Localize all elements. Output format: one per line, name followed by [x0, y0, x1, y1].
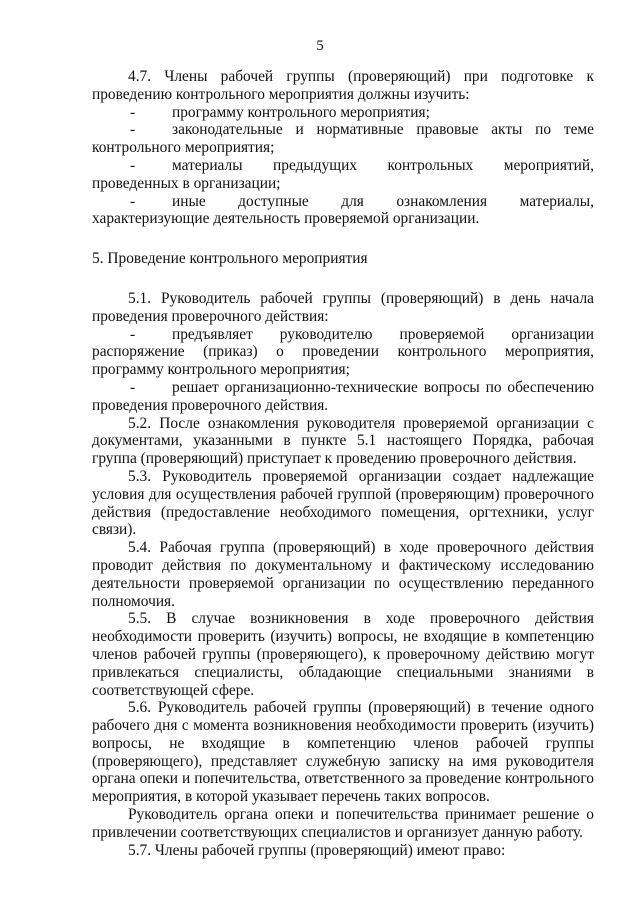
paragraph-5-6: 5.6. Руководитель рабочей группы (проверяющий) в течение одного рабочего дня с момента возникновения необходимости проверить (изучить) вопросы, не входящие в компетенцию членов рабочей группы (проверяющего), представляет служебную записку на имя руководителя органа опеки и попечительства, ответственного за проведение контрольного мероприятия, в которой указывает перечень таких вопросов.	[92, 699, 594, 806]
paragraph-5-4: 5.4. Рабочая группа (проверяющий) в ходе проверочного действия проводит действия по документальному и фактическому исследованию деятельности проверяемой организации по осуществлению переданного полномочия.	[92, 539, 594, 610]
paragraph-5-6-continued: Руководитель органа опеки и попечительства принимает решение о привлечении соответствующих специалистов и организует данную работу.	[92, 806, 594, 841]
paragraph-5-2: 5.2. После ознакомления руководителя проверяемой организации с документами, указанными в пункте 5.1 настоящего Порядка, рабочая группа (проверяющий) приступает к проведению проверочного действия.	[92, 414, 594, 468]
paragraph-5-7: 5.7. Члены рабочей группы (проверяющий) имеют право:	[128, 841, 506, 859]
list-dash: -	[130, 378, 136, 396]
list-item-text: предъявляет руководителю проверяемой организации распоряжение (приказ) о проведении контрольного мероприятия, программу контрольного мероприятия;	[92, 325, 594, 379]
list-item	[92, 121, 594, 157]
list-item-text: решает организационно-технические вопросы по обеспечению проведения проверочного действия.	[92, 378, 594, 414]
paragraph-5-3: 5.3. Руководитель проверяемой организации создает надлежащие условия для осуществления рабочей группой (проверяющим) проверочного действия (предоставление необходимого помещения, оргтехники, услуг связи).	[92, 467, 594, 539]
list-item-text: законодательные и нормативные правовые акты по теме контрольного мероприятия;	[92, 121, 594, 157]
paragraph-5-5: 5.5. В случае возникновения в ходе проверочного действия необходимости проверить (изучить) вопросы, не входящие в компетенцию членов рабочей группы (проверяющего), к проверочному действию могут привлекаться специалисты, обладающие специальными знаниями в соответствующей сфере.	[92, 610, 594, 699]
list-dash: -	[130, 121, 136, 139]
document-body	[92, 68, 594, 859]
list-dash: -	[130, 325, 136, 343]
list-dash: -	[130, 156, 136, 174]
list-item-text: программу контрольного мероприятия;	[172, 103, 430, 121]
paragraph-5-1: 5.1. Руководитель рабочей группы (проверяющий) в день начала проведения проверочного действия:	[92, 289, 594, 325]
list-item-text: иные доступные для ознакомления материалы, характеризующие деятельность проверяемой организации.	[92, 192, 594, 228]
list-item	[92, 157, 594, 193]
list-item	[92, 104, 594, 122]
list-dash: -	[130, 192, 136, 210]
list-dash: -	[130, 103, 136, 121]
list-item	[92, 326, 594, 379]
paragraph-4-7: 4.7. Члены рабочей группы (проверяющий) при подготовке к проведению контрольного мероприятия должны изучить:	[92, 68, 594, 103]
list-item	[92, 193, 594, 229]
page-number: 5	[316, 38, 324, 54]
list-item	[92, 379, 594, 415]
list-item-text: материалы предыдущих контрольных мероприятий, проведенных в организации;	[92, 156, 594, 192]
section-heading: 5. Проведение контрольного мероприятия	[92, 250, 368, 268]
